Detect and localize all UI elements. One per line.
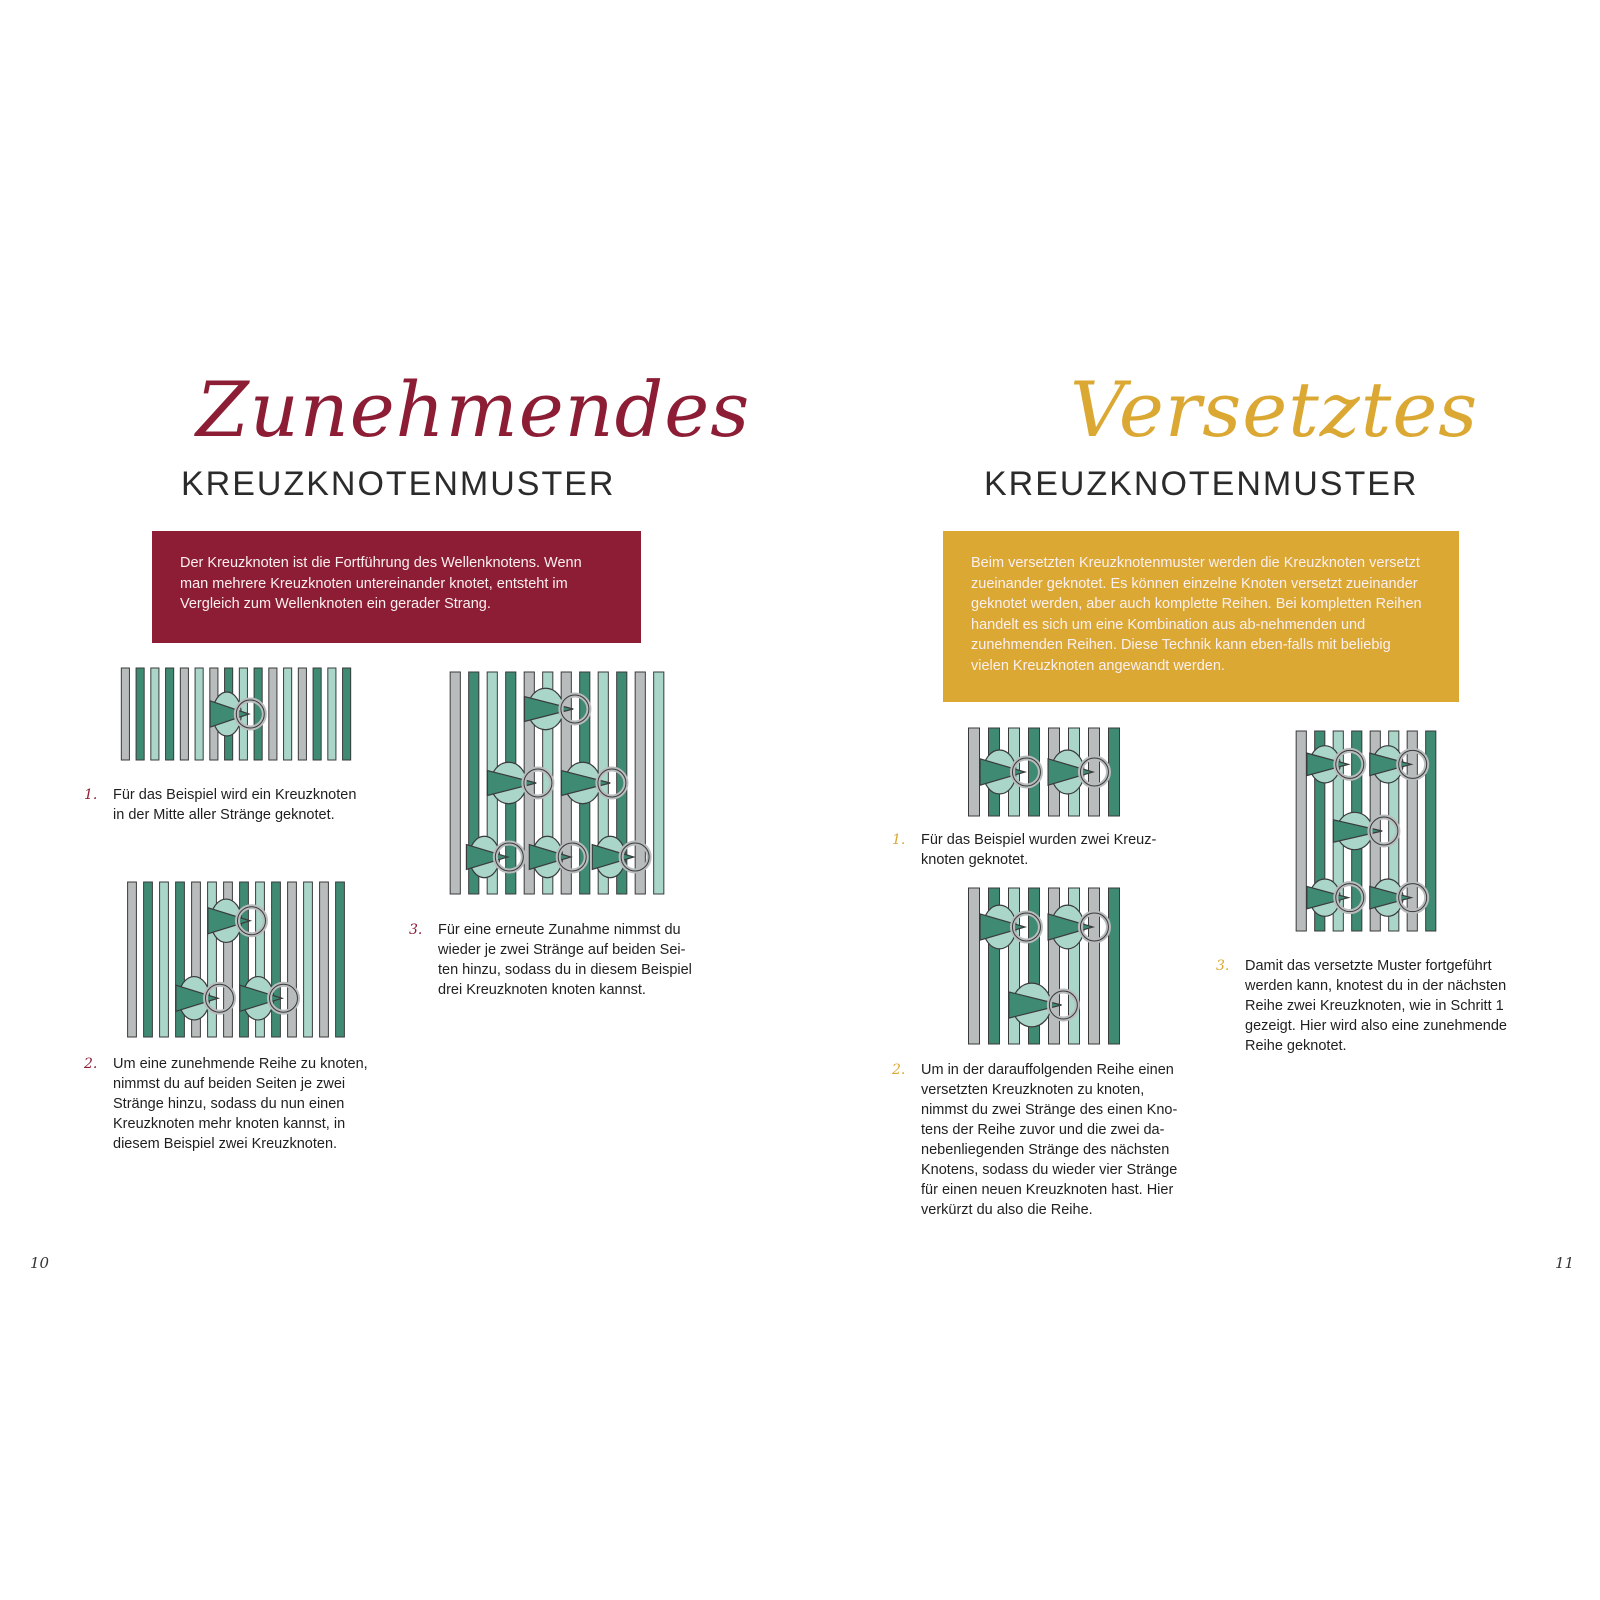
cord-strand <box>166 668 174 760</box>
right-title-sub: KREUZKNOTENMUSTER <box>984 465 1419 503</box>
cord-strand <box>313 668 321 760</box>
left-step-3 <box>409 920 739 1000</box>
right-step-2-text: Um in der darauffolgenden Reihe einen versetzten Kreuzknoten zu knoten, nimmst du zwei Stränge des einen Kno- tens der Reihe zuvor und die zwei da- nebenliegenden Stränge des nächsten Knotens, sodass du wieder vier Stränge für einen neuen Kreuzknoten hast. Hier verkürzt du also die Reihe. <box>921 1062 1178 1218</box>
cord-strand <box>1029 728 1040 816</box>
left-title-script: Zunehmendes <box>196 365 751 454</box>
right-intro-box <box>943 531 1459 702</box>
cord-strand <box>635 672 645 894</box>
right-title-script: Versetztes <box>1070 365 1479 454</box>
left-step-1 <box>84 785 404 825</box>
cord-strand <box>254 668 262 760</box>
cord-strand <box>969 888 980 1044</box>
left-intro-text: Der Kreuzknoten ist die Fortführung des Wellenknotens. Wenn man mehrere Kreuzknoten untereinander knotet, entsteht im Vergleich zum Wellenknoten ein gerader Strang. <box>180 555 582 612</box>
left-step-2-text: Um eine zunehmende Reihe zu knoten, nimmst du auf beiden Seiten je zwei Stränge hinzu, sodass du nun einen Kreuzknoten mehr knoten kannst, in diesem Beispiel zwei Kreuzknoten. <box>113 1056 368 1152</box>
cord-strand <box>1407 731 1417 931</box>
right-step-1-text: Für das Beispiel wurden zwei Kreuz- knoten geknotet. <box>921 832 1157 868</box>
left-step-1-text: Für das Beispiel wird ein Kreuzknoten in der Mitte aller Stränge geknotet. <box>113 787 357 823</box>
cord-strand <box>343 668 351 760</box>
right-step-2 <box>892 1060 1202 1220</box>
cord-strand <box>121 668 129 760</box>
cord-strand <box>450 672 460 894</box>
right-step1-illustration <box>964 728 1124 816</box>
right-step-2-number: 2. <box>892 1062 906 1078</box>
cord-strand <box>144 882 153 1037</box>
right-page-number: 11 <box>1555 1254 1575 1272</box>
left-step2-illustration <box>124 882 348 1037</box>
cord-strand <box>304 882 313 1037</box>
left-step-3-number: 3. <box>409 922 423 938</box>
right-step-3 <box>1216 956 1536 1056</box>
left-intro-box <box>152 531 641 643</box>
cord-strand <box>969 728 980 816</box>
right-step3-illustration <box>1292 731 1440 931</box>
cord-strand <box>180 668 188 760</box>
right-step2-illustration <box>964 888 1124 1044</box>
left-page-number: 10 <box>30 1254 50 1272</box>
right-intro-text: Beim versetzten Kreuzknotenmuster werden die Kreuzknoten versetzt zueinander geknotet. Es können einzelne Knoten versetzt zueinander geknotet werden, aber auch komplette Reihen. Bei kompletten Reihen handelt es sich um eine Kombination aus ab-nehmenden und zunehmenden Reihen. Diese Technik kann eben-falls mit beliebig vielen Kreuzknoten angewandt werden. <box>971 555 1422 674</box>
right-step-1 <box>892 830 1202 870</box>
cord-strand <box>128 882 137 1037</box>
cord-strand <box>336 882 345 1037</box>
left-step3-illustration <box>446 672 668 894</box>
cord-strand <box>160 882 169 1037</box>
cord-strand <box>269 668 277 760</box>
cord-strand <box>284 668 292 760</box>
cord-strand <box>1109 888 1120 1044</box>
cord-strand <box>195 668 203 760</box>
cord-strand <box>298 668 306 760</box>
left-step-3-text: Für eine erneute Zunahme nimmst du wieder je zwei Stränge auf beiden Sei- ten hinzu, sodass du in diesem Beispiel drei Kreuzknoten knoten kannst. <box>438 922 692 998</box>
cord-strand <box>320 882 329 1037</box>
right-step-3-text: Damit das versetzte Muster fortgeführt werden kann, knotest du in der nächsten Reihe zwei Kreuzknoten, wie in Schritt 1 gezeigt. Hier wird also eine zunehmende Reihe geknotet. <box>1245 958 1507 1054</box>
left-step-2-number: 2. <box>84 1056 98 1072</box>
left-title-sub: KREUZKNOTENMUSTER <box>181 465 616 503</box>
right-step-1-number: 1. <box>892 832 906 848</box>
cord-strand <box>136 668 144 760</box>
left-step-1-number: 1. <box>84 787 98 803</box>
left-step1-illustration <box>118 668 354 760</box>
cord-strand <box>1296 731 1306 931</box>
left-step-2 <box>84 1054 404 1154</box>
cord-strand <box>151 668 159 760</box>
cord-strand <box>328 668 336 760</box>
cord-strand <box>654 672 664 894</box>
right-step-3-number: 3. <box>1216 958 1230 974</box>
